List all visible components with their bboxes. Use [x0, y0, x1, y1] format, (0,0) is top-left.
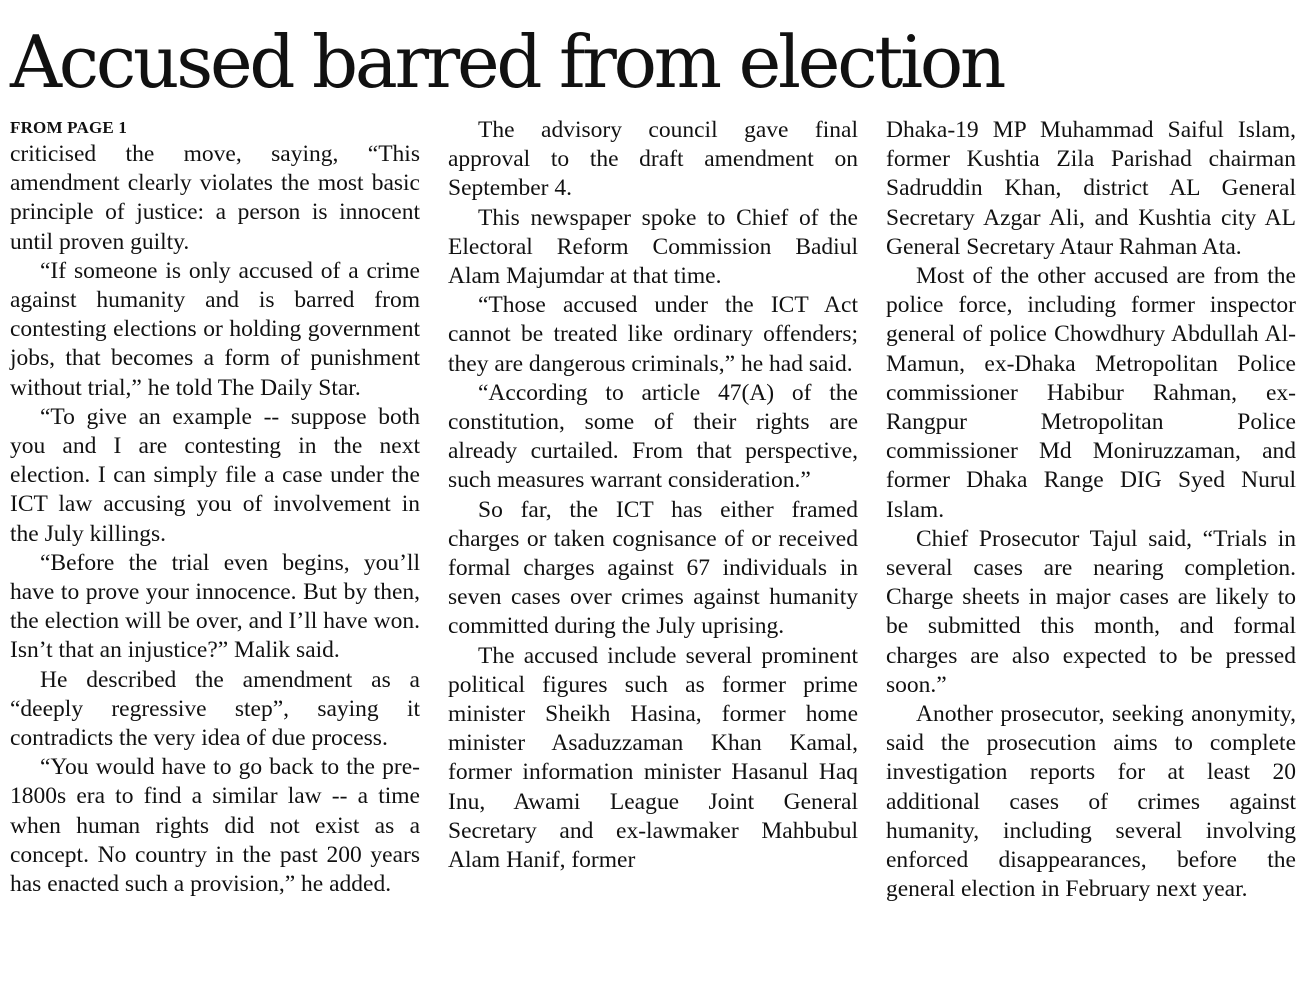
- paragraph: “If someone is only accused of a crime against humanity and is barred from contesting elections or holding government jobs, that becomes a form of punishment without trial,” he told The Daily Star.: [10, 257, 420, 401]
- article-column-1: [10, 140, 420, 899]
- paragraph: “Those accused under the ICT Act cannot be treated like ordinary offenders; they are dangerous criminals,” he had said.: [448, 292, 858, 377]
- paragraph: So far, the ICT has either framed charges or taken cognisance of or received formal charges against 67 individuals in seven cases over crimes against humanity committed during the July uprising.: [448, 496, 858, 640]
- paragraph: criticised the move, saying, “This amendment clearly violates the most basic principle of justice: a person is innocent until proven guilty.: [10, 141, 420, 255]
- paragraph: “Before the trial even begins, you’ll have to prove your innocence. But by then, the election will be over, and I’ll have won. Isn’t that an injustice?” Malik said.: [10, 549, 420, 664]
- paragraph: “According to article 47(A) of the constitution, some of their rights are already curtailed. From that perspective, such measures warrant consideration.”: [448, 379, 858, 494]
- article-column-2: [448, 116, 858, 875]
- paragraph: “To give an example -- suppose both you and I are contesting in the next election. I can simply file a case under the ICT law accusing you of involvement in the July killings.: [10, 403, 420, 547]
- headline: Accused barred from election: [10, 20, 1004, 104]
- paragraph: Most of the other accused are from the police force, including former inspector general of police Chowdhury Abdullah Al-Mamun, ex-Dhaka Metropolitan Police commissioner Habibur Rahman, ex-Rangpur Metropolitan Police commissioner Md Moniruzzaman, and former Dhaka Range DIG Syed Nurul Islam.: [886, 263, 1296, 523]
- kicker-from-page-1: FROM PAGE 1: [10, 118, 128, 137]
- paragraph: “You would have to go back to the pre-1800s era to find a similar law -- a time when human rights did not exist as a concept. No country in the past 200 years has enacted such a provision,” he added.: [10, 754, 420, 898]
- paragraph: Dhaka-19 MP Muhammad Saiful Islam, former Kushtia Zila Parishad chairman Sadruddin Khan, district AL General Secretary Azgar Ali, and Kushtia city AL General Secretary Ataur Rahman Ata.: [886, 117, 1296, 260]
- paragraph: The advisory council gave final approval to the draft amendment on September 4.: [448, 117, 858, 202]
- paragraph: This newspaper spoke to Chief of the Electoral Reform Commission Badiul Alam Majumdar at that time.: [448, 204, 858, 290]
- paragraph: He described the amendment as a “deeply regressive step”, saying it contradicts the very idea of due process.: [10, 666, 420, 752]
- paragraph: Chief Prosecutor Tajul said, “Trials in several cases are nearing completion. Charge sheets in major cases are likely to be submitted this month, and formal charges are also expected to be pressed soon.”: [886, 525, 1296, 698]
- paragraph: The accused include several prominent political figures such as former prime minister Sheikh Hasina, former home minister Asaduzzaman Khan Kamal, former information minister Hasanul Haq Inu, Awami League Joint General Secretary and ex-lawmaker Mahbubul Alam Hanif, former: [448, 642, 858, 874]
- paragraph: Another prosecutor, seeking anonymity, said the prosecution aims to complete investigation reports for at least 20 additional cases of crimes against humanity, including several involving enforced disappearances, before the general election in February next year.: [886, 701, 1296, 903]
- article-column-3: [886, 116, 1296, 904]
